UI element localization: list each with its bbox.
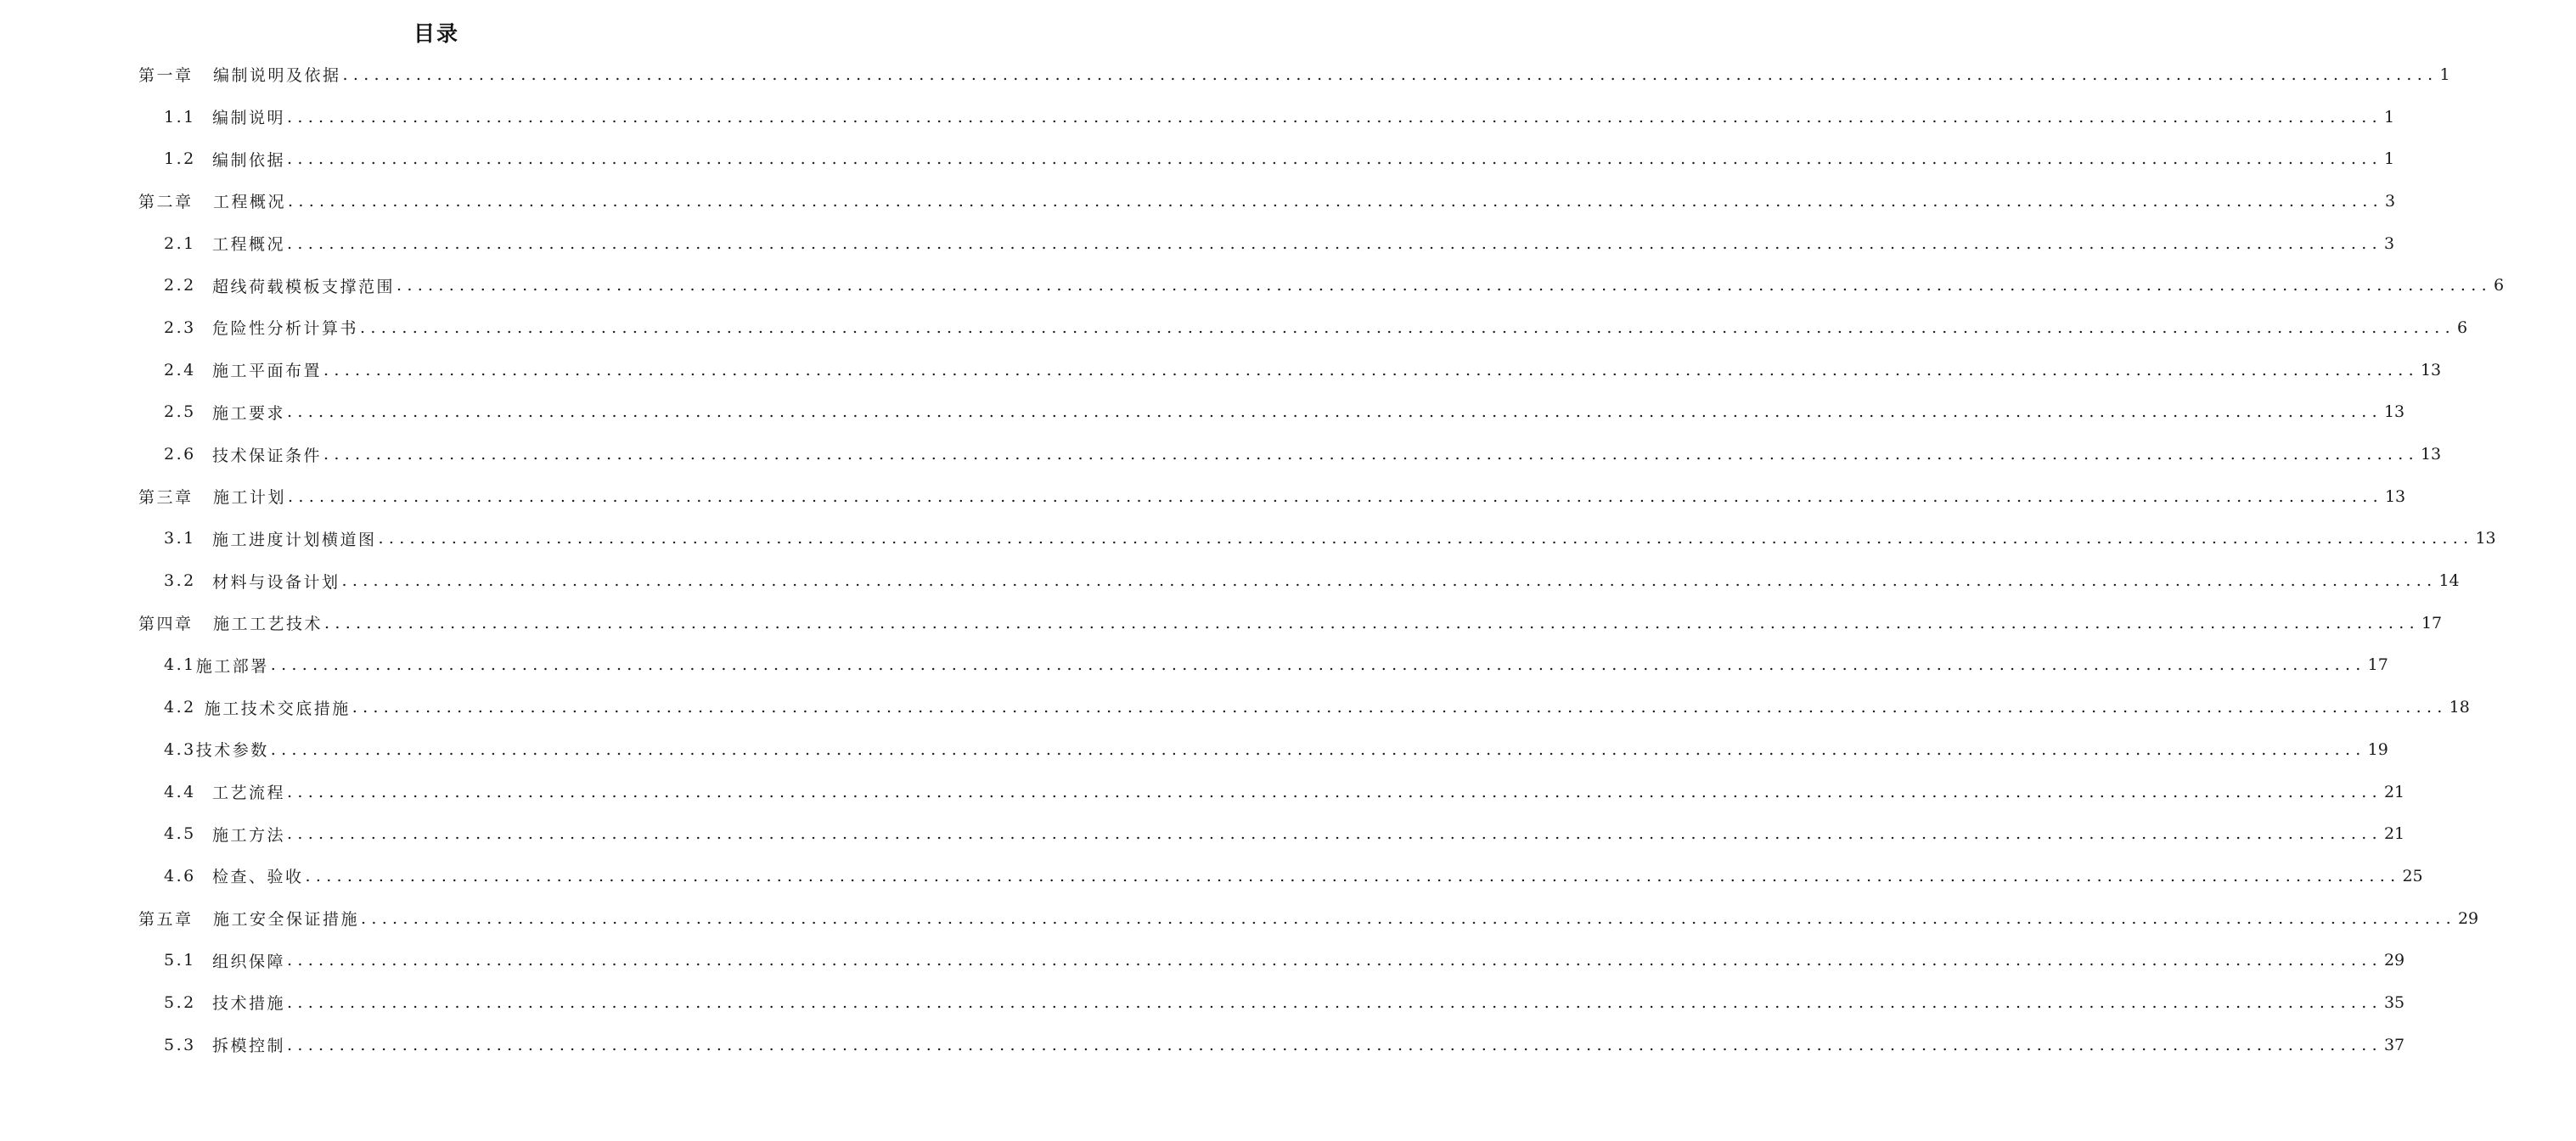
- toc-entry-number: 1.1: [164, 107, 196, 126]
- toc-section-entry[interactable]: [0, 686, 2470, 728]
- toc-dot-leader: ........................................................................................................................................................................................................: [324, 613, 2420, 632]
- toc-entry-label: 材料与设备计划: [212, 572, 340, 592]
- toc-page-number: 6: [2456, 318, 2468, 337]
- toc-entry-number: 2.6: [164, 445, 196, 464]
- toc-dot-leader: ........................................................................................................................................................................................................: [287, 1035, 2382, 1054]
- toc-entry-label: 施工工艺技术: [213, 615, 323, 634]
- toc-section-entry[interactable]: [0, 812, 2405, 855]
- toc-entry-label: 技术措施: [212, 994, 286, 1014]
- toc-entry-label: 组织保障: [212, 952, 286, 971]
- toc-section-entry[interactable]: [0, 981, 2405, 1024]
- toc-entry-label: 工艺流程: [212, 784, 286, 803]
- toc-dot-leader: ........................................................................................................................................................................................................: [288, 486, 2383, 506]
- toc-dot-leader: ........................................................................................................................................................................................................: [288, 191, 2383, 211]
- toc-entry-label: 工程概况: [212, 235, 286, 255]
- toc-section-entry[interactable]: [0, 939, 2405, 981]
- toc-entry-number: 2.1: [164, 233, 196, 253]
- toc-entry-number: 第五章: [138, 910, 194, 930]
- toc-dot-leader: ........................................................................................................................................................................................................: [287, 149, 2382, 169]
- toc-page-number: 1: [2383, 149, 2395, 169]
- toc-entry-label: 施工安全保证措施: [213, 910, 360, 930]
- toc-dot-leader: ........................................................................................................................................................................................................: [305, 866, 2401, 885]
- toc-dot-leader: ........................................................................................................................................................................................................: [270, 739, 2366, 759]
- toc-list: [0, 53, 2505, 1066]
- toc-title: 目录: [413, 21, 459, 46]
- toc-section-entry[interactable]: [0, 518, 2496, 560]
- toc-section-entry[interactable]: [0, 306, 2468, 349]
- toc-dot-leader: ........................................................................................................................................................................................................: [287, 233, 2382, 253]
- toc-entry-label: 技术参数: [195, 741, 269, 761]
- toc-dot-leader: ........................................................................................................................................................................................................: [342, 65, 2438, 84]
- toc-dot-leader: ........................................................................................................................................................................................................: [323, 360, 2419, 379]
- toc-page-number: 29: [2457, 908, 2479, 928]
- toc-entry-number: 2.5: [164, 402, 196, 422]
- toc-page-number: 13: [2420, 360, 2442, 379]
- toc-entry-number: 5.1: [164, 951, 196, 970]
- toc-entry-label: 拆模控制: [212, 1037, 286, 1056]
- toc-section-entry[interactable]: [0, 433, 2442, 475]
- toc-chapter-entry[interactable]: [0, 53, 2450, 96]
- toc-entry-label: 编制依据: [212, 150, 286, 170]
- toc-page-number: 1: [2383, 107, 2395, 126]
- toc-dot-leader: ........................................................................................................................................................................................................: [361, 908, 2456, 928]
- toc-entry-label: 工程概况: [213, 193, 287, 212]
- toc-entry-number: 4.4: [164, 782, 196, 801]
- toc-entry-label: 施工计划: [213, 488, 287, 508]
- toc-dot-leader: ........................................................................................................................................................................................................: [397, 276, 2492, 295]
- toc-entry-label: 技术保证条件: [212, 446, 323, 465]
- toc-section-entry[interactable]: [0, 391, 2405, 434]
- toc-dot-leader: ........................................................................................................................................................................................................: [378, 529, 2474, 548]
- toc-entry-label: 编制说明: [212, 109, 286, 128]
- toc-chapter-entry[interactable]: [0, 180, 2396, 222]
- toc-page-number: 14: [2438, 571, 2460, 591]
- toc-entry-label: 施工技术交底措施: [204, 699, 351, 718]
- toc-section-entry[interactable]: [0, 349, 2442, 391]
- toc-entry-label: 超线荷载模板支撑范围: [212, 277, 396, 296]
- toc-entry-number: 4.5: [164, 824, 196, 844]
- toc-dot-leader: ........................................................................................................................................................................................................: [287, 951, 2382, 970]
- toc-section-entry[interactable]: [0, 644, 2388, 687]
- toc-entry-number: 1.2: [164, 149, 196, 169]
- toc-section-entry[interactable]: [0, 264, 2505, 306]
- toc-page-number: 3: [2384, 191, 2396, 211]
- toc-page-number: 21: [2383, 824, 2405, 844]
- toc-entry-number: 4.6: [164, 866, 196, 885]
- toc-dot-leader: ........................................................................................................................................................................................................: [270, 655, 2366, 675]
- toc-entry-label: 施工平面布置: [212, 362, 323, 381]
- toc-page-number: 17: [2421, 613, 2443, 632]
- toc-dot-leader: ........................................................................................................................................................................................................: [287, 782, 2382, 801]
- toc-section-entry[interactable]: [0, 855, 2423, 897]
- toc-chapter-entry[interactable]: [0, 475, 2406, 518]
- toc-entry-number: 第二章: [138, 193, 194, 212]
- toc-page-number: 6: [2493, 276, 2505, 295]
- toc-chapter-entry[interactable]: [0, 897, 2479, 940]
- toc-dot-leader: ........................................................................................................................................................................................................: [287, 402, 2382, 422]
- toc-page-number: 13: [2420, 445, 2442, 464]
- toc-entry-label: 危险性分析计算书: [212, 319, 359, 339]
- toc-entry-number: 5.3: [164, 1035, 196, 1054]
- toc-page-number: 13: [2475, 529, 2496, 548]
- toc-section-entry[interactable]: [0, 1024, 2405, 1066]
- toc-entry-label: 施工方法: [212, 825, 286, 845]
- toc-entry-number: 第一章: [138, 66, 194, 86]
- toc-dot-leader: ........................................................................................................................................................................................................: [287, 992, 2382, 1012]
- toc-entry-label: 施工要求: [212, 403, 286, 423]
- toc-page-number: 17: [2367, 655, 2388, 675]
- toc-entry-label: 施工进度计划横道图: [212, 530, 377, 549]
- toc-entry-number: 2.4: [164, 360, 196, 379]
- toc-dot-leader: ........................................................................................................................................................................................................: [352, 698, 2448, 717]
- toc-entry-number: 2.2: [164, 276, 196, 295]
- toc-section-entry[interactable]: [0, 222, 2395, 265]
- toc-dot-leader: ........................................................................................................................................................................................................: [360, 318, 2455, 337]
- toc-entry-number: 第四章: [138, 615, 194, 634]
- toc-dot-leader: ........................................................................................................................................................................................................: [323, 445, 2419, 464]
- toc-entry-number: 4.1: [164, 655, 196, 675]
- toc-page-number: 29: [2383, 951, 2405, 970]
- toc-section-entry[interactable]: [0, 96, 2395, 138]
- toc-chapter-entry[interactable]: [0, 602, 2443, 644]
- toc-dot-leader: ........................................................................................................................................................................................................: [341, 571, 2438, 591]
- toc-entry-number: 5.2: [164, 992, 196, 1012]
- toc-section-entry[interactable]: [0, 771, 2405, 813]
- toc-section-entry[interactable]: [0, 559, 2460, 602]
- toc-entry-number: 3.2: [164, 571, 196, 591]
- toc-page-number: 1: [2439, 65, 2450, 84]
- toc-entry-label: 编制说明及依据: [213, 66, 341, 86]
- toc-page-number: 13: [2384, 486, 2406, 506]
- toc-section-entry[interactable]: [0, 728, 2388, 771]
- toc-page-number: 21: [2383, 782, 2405, 801]
- toc-page-number: 19: [2367, 739, 2388, 759]
- toc-page-number: 35: [2383, 992, 2405, 1012]
- toc-entry-number: 4.3: [164, 739, 196, 759]
- toc-section-entry[interactable]: [0, 138, 2395, 180]
- toc-page-number: 25: [2402, 866, 2423, 885]
- toc-entry-number: 第三章: [138, 488, 194, 508]
- toc-entry-number: 3.1: [164, 529, 196, 548]
- toc-page-number: 37: [2383, 1035, 2405, 1054]
- toc-page-number: 13: [2383, 402, 2405, 422]
- toc-page-number: 3: [2383, 233, 2395, 253]
- toc-entry-number: 4.2: [164, 698, 196, 717]
- toc-dot-leader: ........................................................................................................................................................................................................: [287, 107, 2382, 126]
- toc-page-number: 18: [2449, 698, 2470, 717]
- toc-entry-number: 2.3: [164, 318, 196, 337]
- toc-dot-leader: ........................................................................................................................................................................................................: [287, 824, 2382, 844]
- toc-entry-label: 施工部署: [195, 656, 269, 676]
- toc-entry-label: 检查、验收: [212, 868, 304, 887]
